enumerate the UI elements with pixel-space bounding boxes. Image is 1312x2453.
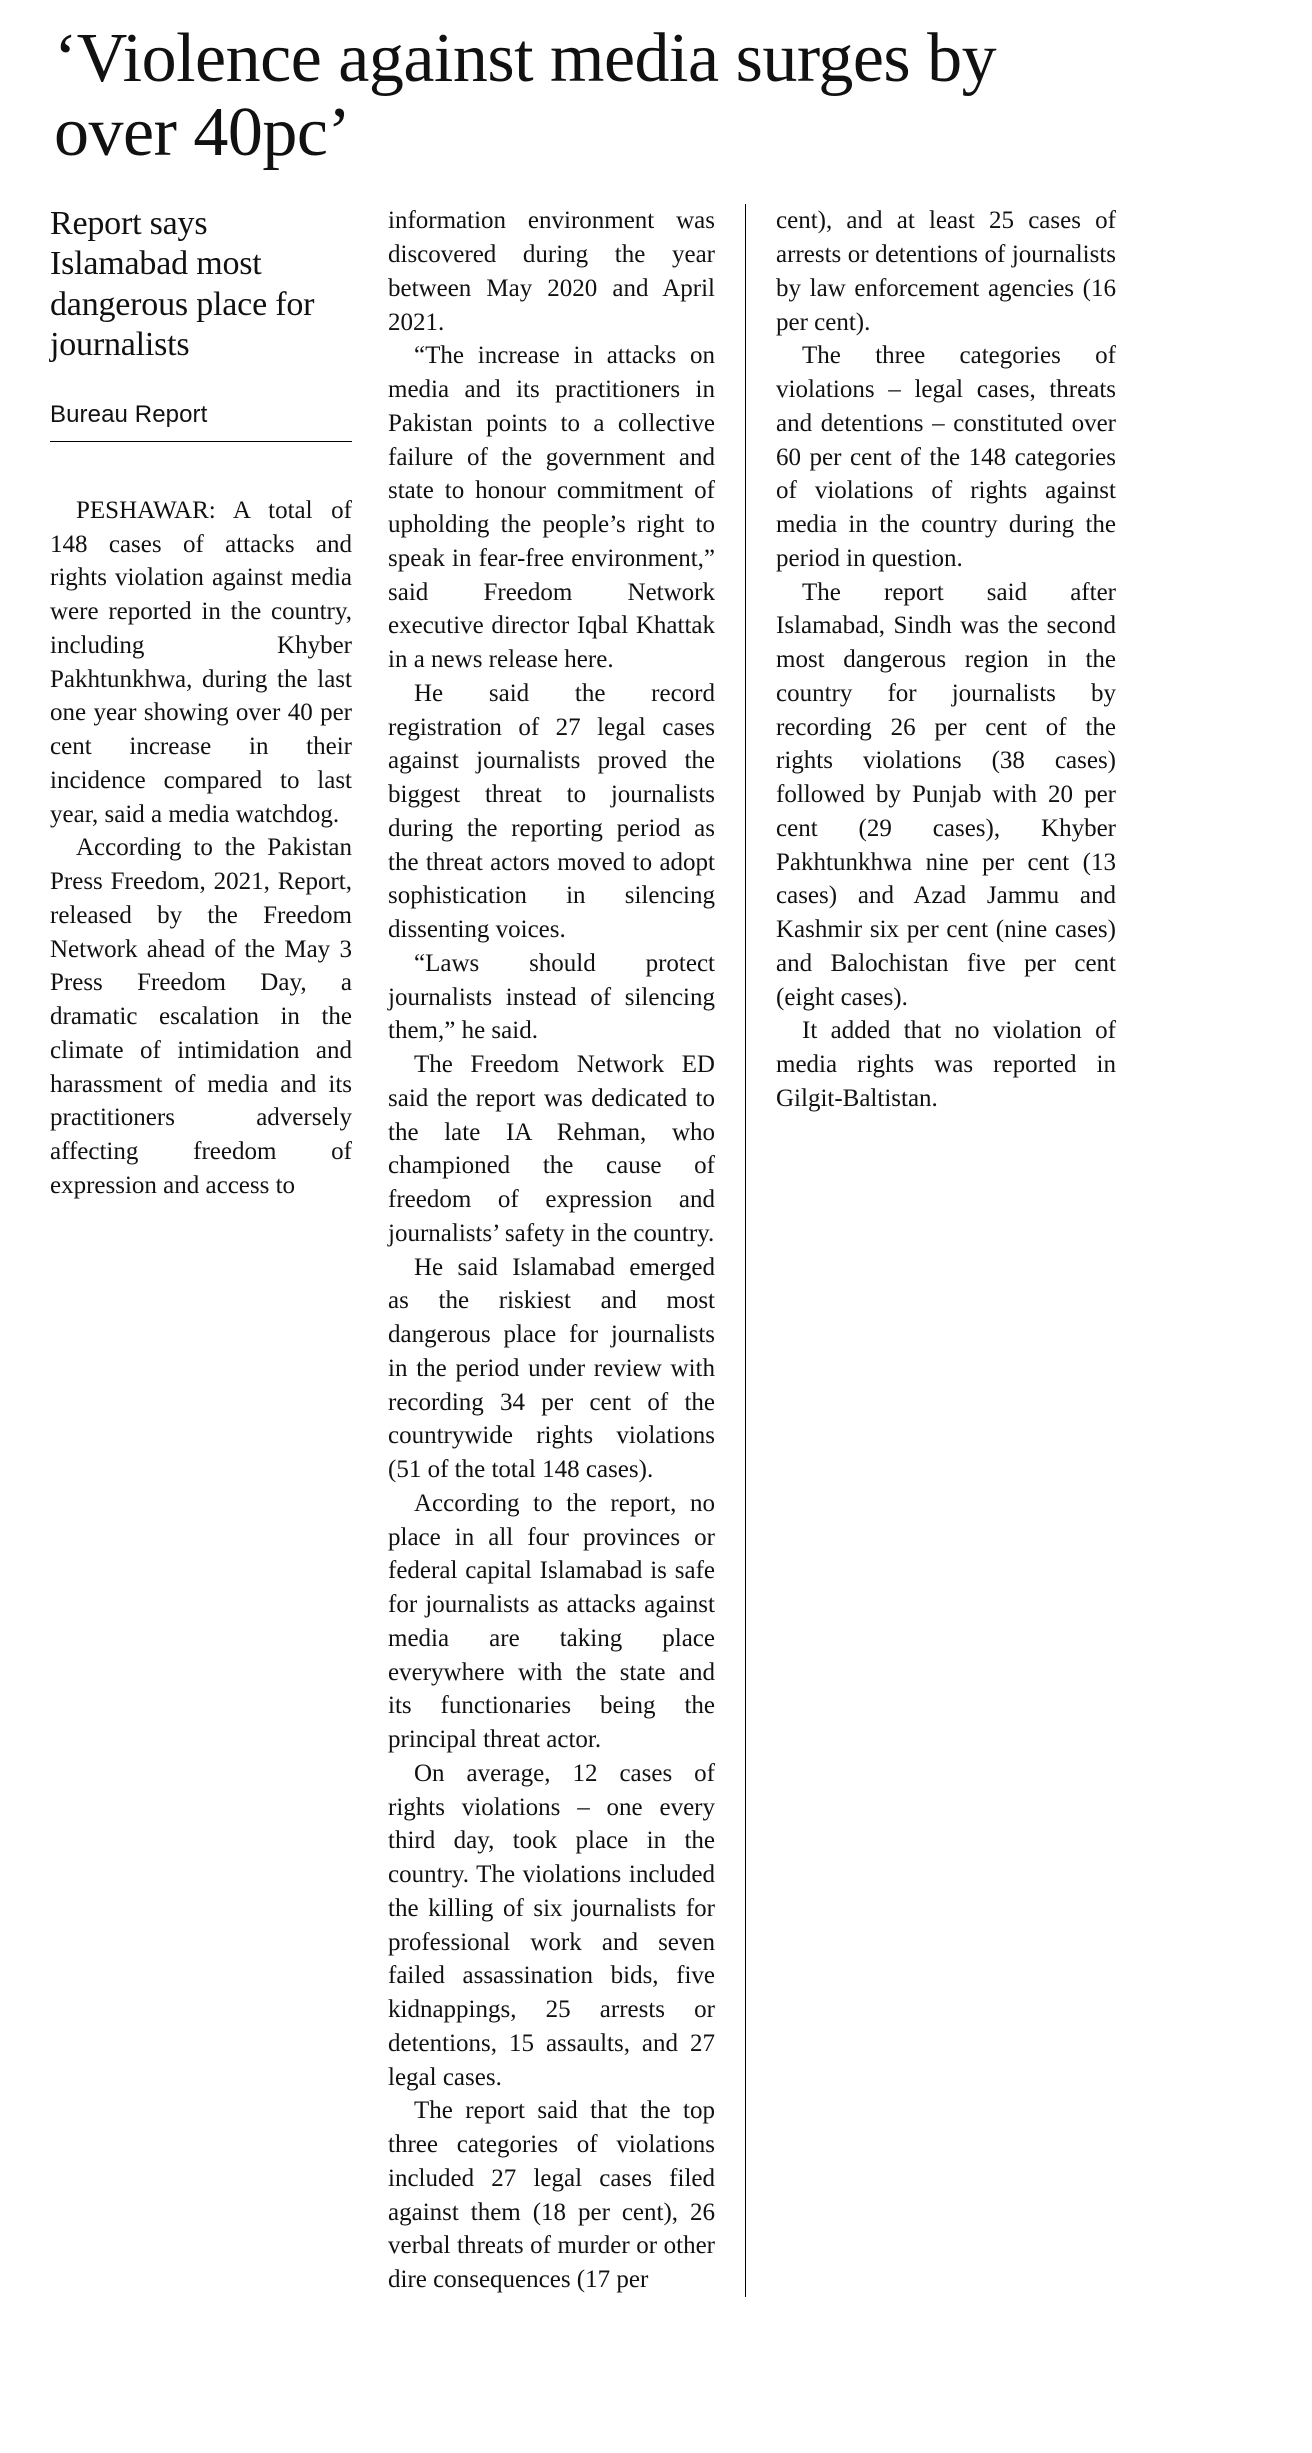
article-deck: Report says Islamabad most dangerous place for journalists bbox=[50, 205, 315, 363]
paragraph: On average, 12 cases of rights violations – one every third day, took place in the country. The violations included the killing of six journalists for professional work and seven failed assassination bids, five kidnappings, 25 arrests or detentions, 15 assaults, and 27 legal cases. bbox=[388, 1759, 715, 2091]
paragraph: He said the record registration of 27 legal cases against journalists proved the biggest threat to journalists during the reporting period as the threat actors moved to adopt sophistication in silencing dissenting voices. bbox=[388, 679, 715, 944]
paragraph: information environment was discovered during the year between May 2020 and April 2021. bbox=[388, 207, 715, 336]
paragraph: The three categories of violations – legal cases, threats and detentions – constituted over 60 per cent of the 148 categories of violations of rights against media in the country during the period in question. bbox=[776, 342, 1116, 572]
paragraph: According to the Pakistan Press Freedom, 2021, Report, released by the Freedom Network ahead of the May 3 Press Freedom Day, a dramatic escalation in the climate of intimidation and harassment of media and its practitioners adversely affecting freedom of expression and access to bbox=[50, 834, 352, 1199]
article-columns bbox=[50, 204, 1257, 2297]
paragraph: The report said that the top three categories of violations included 27 legal cases filed against them (18 per cent), 26 verbal threats of murder or other dire consequences (17 per bbox=[388, 2097, 715, 2294]
paragraph: cent), and at least 25 cases of arrests or detentions of journalists by law enforcement agencies (16 per cent). bbox=[776, 207, 1116, 336]
page-title: ‘Violence against media surges by over 40pc’ bbox=[54, 20, 997, 172]
paragraph: The report said after Islamabad, Sindh was the second most dangerous region in the country for journalists by recording 26 per cent of the rights violations (38 cases) followed by Punjab with 20 per cent (29 cases), Khyber Pakhtunkhwa nine per cent (13 cases) and Azad Jammu and Kashmir six per cent (nine cases) and Balochistan five per cent (eight cases). bbox=[776, 578, 1116, 1011]
column-two bbox=[380, 204, 746, 2297]
paragraph: It added that no violation of media rights was reported in Gilgit-Baltistan. bbox=[776, 1017, 1116, 1112]
paragraph: According to the report, no place in all four provinces or federal capital Islamabad is safe for journalists as attacks against media are taking place everywhere with the state and its functionaries being the principal threat actor. bbox=[388, 1489, 715, 1754]
paragraph: “Laws should protect journalists instead of silencing them,” he said. bbox=[388, 949, 715, 1045]
paragraph: PESHAWAR: A total of 148 cases of attacks and rights violation against media were reported in the country, including Khyber Pakhtunkhwa, during the last one year showing over 40 per cent increase in their incidence compared to last year, said a media watchdog. bbox=[50, 496, 352, 828]
paragraph: He said Islamabad emerged as the riskiest and most dangerous place for journalists in the period under review with recording 34 per cent of the countrywide rights violations (51 of the total 148 cases). bbox=[388, 1253, 715, 1484]
paragraph: The Freedom Network ED said the report was dedicated to the late IA Rehman, who championed the cause of freedom of expression and journalists’ safety in the country. bbox=[388, 1051, 715, 1247]
paragraph: “The increase in attacks on media and its practitioners in Pakistan points to a collective failure of the government and state to honour commitment of upholding the people’s right to speak in fear-free environment,” said Freedom Network executive director Iqbal Khattak in a news release here. bbox=[388, 342, 715, 674]
column-three bbox=[746, 204, 1116, 1115]
column-one bbox=[50, 204, 380, 1202]
byline: Bureau Report bbox=[50, 401, 352, 442]
